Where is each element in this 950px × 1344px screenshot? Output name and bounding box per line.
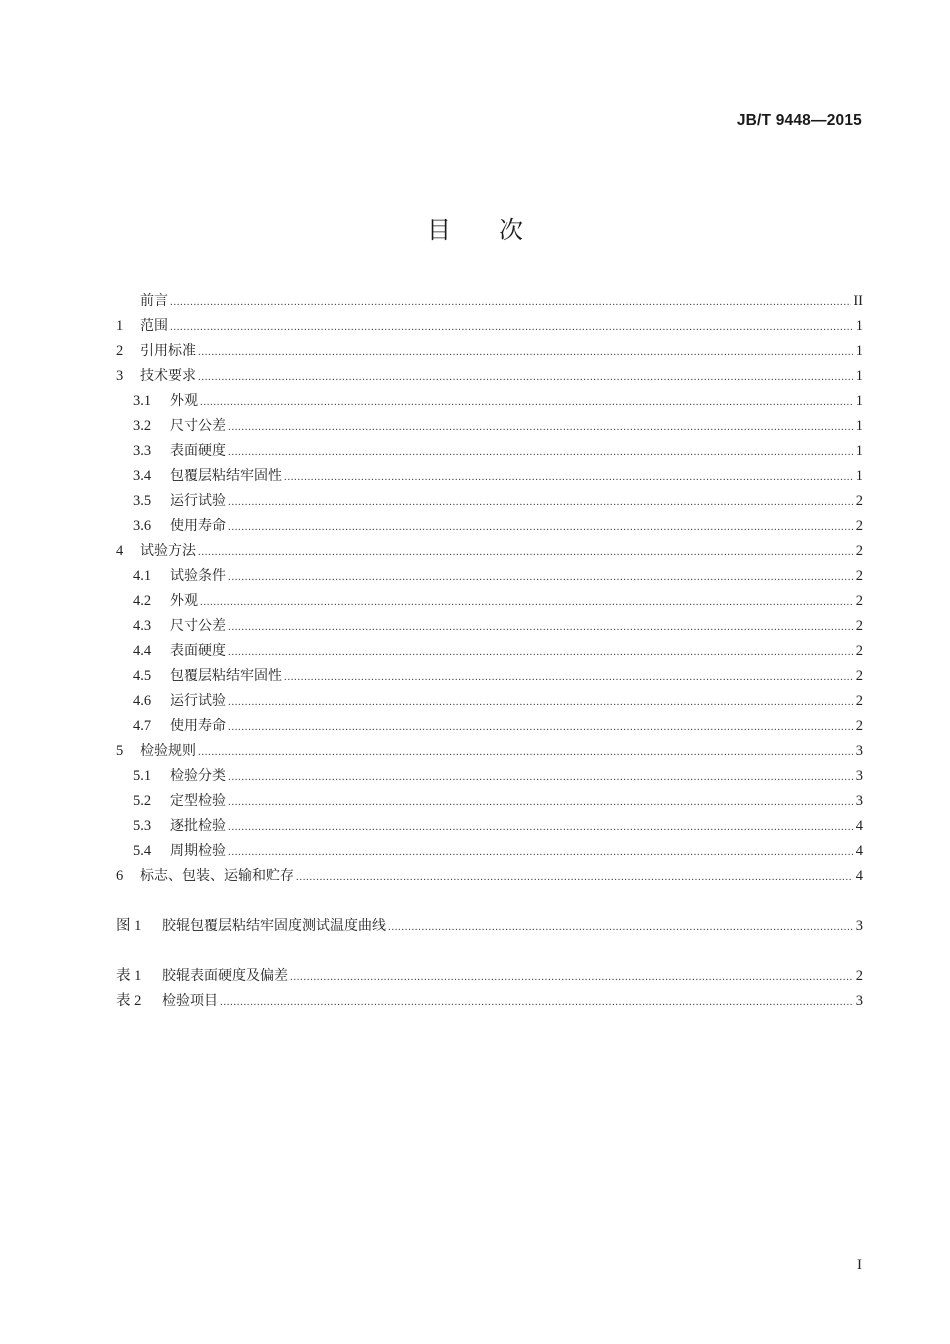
toc-entry-number: 4.7 [133,718,152,734]
toc-entry-number: 表 1 [116,968,142,984]
table-entry[interactable] [116,964,863,989]
toc-entry-label: 表面硬度 [170,443,226,459]
toc-entry-label: 前言 [140,293,168,309]
dot-leader [170,290,851,315]
standard-code: JB/T 9448—2015 [736,112,862,129]
toc-entry-number: 3.3 [133,443,152,459]
toc-entry-number: 图 1 [116,918,142,934]
toc-entry-label: 试验条件 [170,568,226,584]
dot-leader [198,340,853,365]
toc-entry-label: 运行试验 [170,493,226,509]
toc-entry-label: 引用标准 [140,343,196,359]
toc-entry-label: 运行试验 [170,693,226,709]
toc-entry-label: 胶辊包覆层粘结牢固度测试温度曲线 [162,918,386,934]
dot-leader [228,490,853,515]
toc-entry-page: 2 [855,668,863,684]
toc-entry-label: 尺寸公差 [170,618,226,634]
toc-entry-page: 1 [855,318,863,334]
toc-entry-page: 2 [855,568,863,584]
toc-entry-label: 定型检验 [170,793,226,809]
dot-leader [228,715,853,740]
toc-entry[interactable] [116,339,863,364]
toc-entry-number: 4.6 [133,693,152,709]
toc-entry-label: 试验方法 [140,543,196,559]
toc-entry[interactable] [116,539,863,564]
dot-leader [228,690,853,715]
toc-entry-label: 包覆层粘结牢固性 [170,668,282,684]
dot-leader [198,365,853,390]
toc-entry-page: 3 [855,993,863,1009]
toc-entry-label: 使用寿命 [170,518,226,534]
toc-entry-page: 2 [855,493,863,509]
toc-entry[interactable] [116,614,863,639]
dot-leader [228,615,853,640]
figure-entry[interactable] [116,914,863,939]
dot-leader [296,865,853,890]
dot-leader [198,540,853,565]
toc-entry-page: 2 [855,543,863,559]
table-of-contents [116,289,863,1014]
toc-entry[interactable] [116,714,863,739]
toc-entry-number: 2 [116,343,124,359]
toc-entry-label: 检验项目 [162,993,218,1009]
dot-leader [284,665,853,690]
toc-entry[interactable] [116,439,863,464]
toc-entry-page: 2 [855,968,863,984]
toc-entry-number: 3.1 [133,393,152,409]
toc-entry-number: 6 [116,868,124,884]
toc-entry-label: 技术要求 [140,368,196,384]
dot-leader [228,815,853,840]
toc-entry-label: 表面硬度 [170,643,226,659]
dot-leader [228,515,853,540]
dot-leader [170,315,853,340]
toc-entry-number: 3.6 [133,518,152,534]
toc-entry-number: 表 2 [116,993,142,1009]
toc-entry[interactable] [116,414,863,439]
toc-entry-label: 范围 [140,318,168,334]
dot-leader [290,965,853,990]
toc-entry-page: 3 [855,743,863,759]
dot-leader [228,440,853,465]
toc-entry-number: 4.4 [133,643,152,659]
toc-entry[interactable] [116,314,863,339]
toc-entry-page: 3 [855,768,863,784]
toc-entry-label: 周期检验 [170,843,226,859]
table-entry[interactable] [116,989,863,1014]
dot-leader [388,915,853,940]
toc-entry-number: 5.1 [133,768,152,784]
toc-entry-page: 2 [855,718,863,734]
toc-entry-label: 包覆层粘结牢固性 [170,468,282,484]
dot-leader [198,740,853,765]
dot-leader [228,640,853,665]
toc-entry-page: 2 [855,618,863,634]
toc-entry-page: 2 [855,593,863,609]
toc-entry[interactable] [116,564,863,589]
toc-entry[interactable] [116,689,863,714]
toc-entry-label: 外观 [170,393,198,409]
toc-entry[interactable] [116,464,863,489]
toc-entry-page: 3 [855,918,863,934]
toc-entry[interactable] [116,514,863,539]
toc-entry-number: 3.5 [133,493,152,509]
toc-entry-number: 3.2 [133,418,152,434]
page-title: 目次 [427,216,571,244]
toc-entry-number: 4.2 [133,593,152,609]
toc-entry-label: 逐批检验 [170,818,226,834]
toc-entry[interactable] [116,839,863,864]
toc-entry-number: 4.5 [133,668,152,684]
toc-entry-number: 5.3 [133,818,152,834]
toc-entry-page: 1 [855,468,863,484]
toc-entry[interactable] [116,589,863,614]
toc-entry-page: 2 [855,518,863,534]
toc-entry[interactable] [116,389,863,414]
toc-entry-number: 4 [116,543,124,559]
toc-entry-number: 3 [116,368,124,384]
toc-entry-number: 5.2 [133,793,152,809]
toc-entry-page: 1 [855,418,863,434]
toc-entry-number: 3.4 [133,468,152,484]
toc-entry-page: 1 [855,368,863,384]
toc-entry[interactable] [116,489,863,514]
toc-entry-number: 4.3 [133,618,152,634]
toc-entry[interactable] [116,664,863,689]
toc-entry-label: 外观 [170,593,198,609]
toc-entry[interactable] [116,364,863,389]
toc-entry-page: 4 [855,818,863,834]
toc-entry[interactable] [116,789,863,814]
toc-entry-label: 标志、包装、运输和贮存 [140,868,294,884]
toc-entry-label: 使用寿命 [170,718,226,734]
toc-entry-page: II [853,293,863,309]
dot-leader [284,465,853,490]
toc-entry[interactable] [116,739,863,764]
toc-entry-number: 5 [116,743,124,759]
toc-entry-page: 1 [855,443,863,459]
toc-entry[interactable] [116,289,863,314]
dot-leader [228,765,853,790]
toc-entry[interactable] [116,814,863,839]
toc-entry-number: 5.4 [133,843,152,859]
page-number: I [857,1257,862,1273]
toc-entry-label: 检验分类 [170,768,226,784]
toc-entry[interactable] [116,864,863,889]
toc-entry-label: 胶辊表面硬度及偏差 [162,968,288,984]
dot-leader [200,590,853,615]
toc-entry[interactable] [116,639,863,664]
dot-leader [228,840,853,865]
toc-entry-page: 2 [855,693,863,709]
dot-leader [200,390,853,415]
dot-leader [228,415,853,440]
toc-entry-number: 1 [116,318,124,334]
toc-entry-page: 2 [855,643,863,659]
toc-entry[interactable] [116,764,863,789]
toc-entry-label: 检验规则 [140,743,196,759]
toc-entry-page: 1 [855,343,863,359]
dot-leader [228,790,853,815]
toc-entry-label: 尺寸公差 [170,418,226,434]
toc-entry-page: 4 [855,868,863,884]
toc-entry-page: 1 [855,393,863,409]
toc-entry-number: 4.1 [133,568,152,584]
toc-entry-page: 3 [855,793,863,809]
toc-entry-page: 4 [855,843,863,859]
dot-leader [220,990,853,1015]
dot-leader [228,565,853,590]
